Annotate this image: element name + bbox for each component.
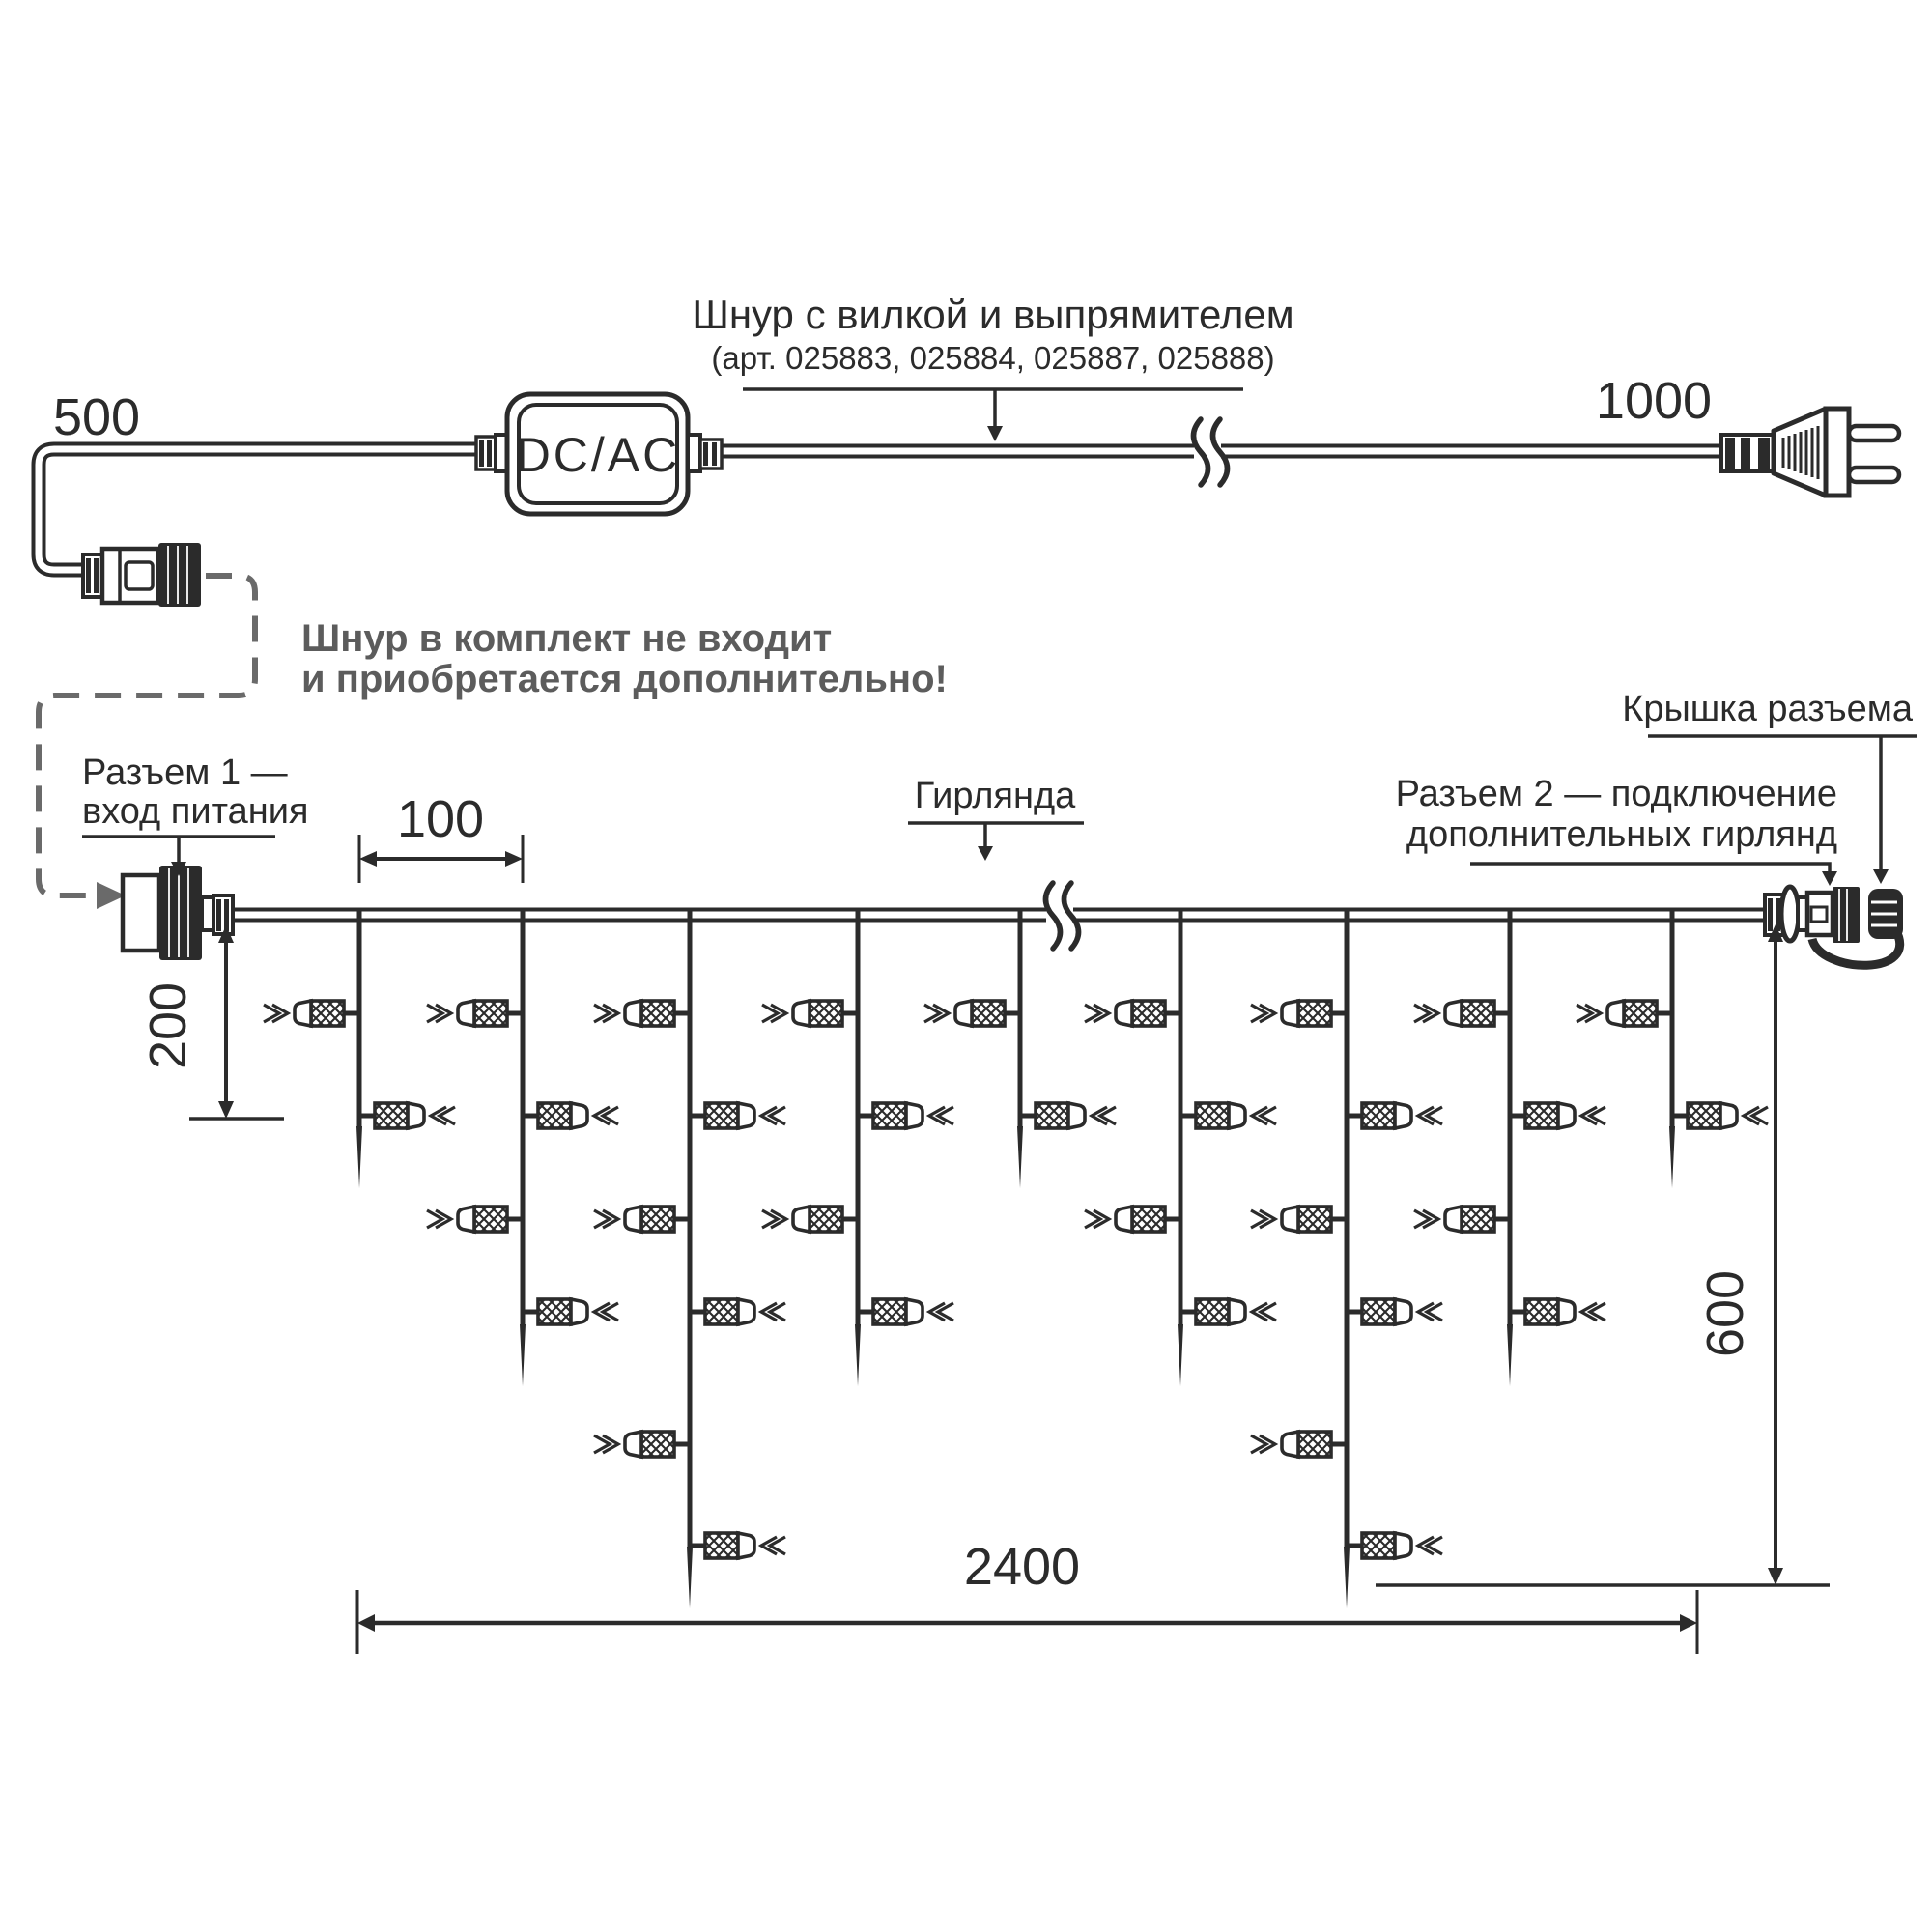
led-bulb-icon — [1510, 1103, 1605, 1128]
icicle-drop-3 — [594, 909, 785, 1608]
led-bulb-icon — [762, 1207, 858, 1232]
dimension-garland-length — [357, 1538, 1697, 1654]
led-bulb-icon — [1085, 1207, 1180, 1232]
led-bulb-icon — [1180, 1299, 1276, 1324]
icicle-drop-9 — [1577, 909, 1768, 1188]
note-line2: и приобретается дополнительно! — [301, 658, 948, 700]
connector-cap-icon — [1868, 889, 1903, 939]
connector1-label-line1: Разъем 1 — — [82, 753, 288, 793]
cord-break-icon — [1194, 419, 1228, 485]
led-bulb-icon — [523, 1299, 618, 1324]
led-bulb-icon — [1180, 1103, 1276, 1128]
icicle-drop-5 — [924, 909, 1116, 1188]
dimension-curtain-height — [1376, 924, 1830, 1585]
led-bulb-icon — [858, 1103, 953, 1128]
note-line1: Шнур в комплект не входит — [301, 617, 833, 660]
led-bulb-icon — [690, 1533, 785, 1558]
icicle-drop-7 — [1251, 909, 1442, 1608]
dimension-bulb-spacing — [359, 790, 523, 883]
led-bulb-icon — [427, 1001, 523, 1026]
led-bulb-icon — [690, 1103, 785, 1128]
connector2-label — [1396, 774, 1837, 886]
led-bulb-icon — [1414, 1207, 1510, 1232]
cord-length-left: 500 — [52, 388, 141, 446]
led-bulb-icon — [1251, 1001, 1347, 1026]
led-bulb-icon — [690, 1299, 785, 1324]
led-bulb-icon — [1347, 1299, 1442, 1324]
dim-garland-length-value: 2400 — [963, 1538, 1081, 1596]
garland — [82, 689, 1917, 1654]
connector2-icon — [1765, 887, 1903, 965]
led-bulb-icon — [594, 1432, 690, 1457]
garland-wire-break-icon — [1046, 883, 1079, 949]
led-bulb-icon — [594, 1001, 690, 1026]
connector1-icon — [123, 866, 233, 960]
led-bulb-icon — [264, 1001, 359, 1026]
power-cord — [39, 292, 1899, 607]
connector2-label-line2: дополнительных гирлянд — [1406, 814, 1837, 855]
led-bulb-icon — [1577, 1001, 1672, 1026]
led-bulb-icon — [427, 1207, 523, 1232]
led-bulb-icon — [1347, 1533, 1442, 1558]
icicle-drop-1 — [264, 909, 455, 1188]
led-bulb-icon — [1510, 1299, 1605, 1324]
cord-label-subtitle: (арт. 025883, 025884, 025887, 025888) — [711, 340, 1275, 376]
led-bulb-icon — [1672, 1103, 1768, 1128]
led-bulb-icon — [1251, 1207, 1347, 1232]
led-bulb-icon — [924, 1001, 1020, 1026]
converter-label: DC/AC — [515, 428, 681, 482]
garland-label-text: Гирлянда — [914, 776, 1076, 816]
icicle-drop-6 — [1085, 909, 1276, 1386]
led-bulb-icon — [858, 1299, 953, 1324]
cord-label-title: Шнур с вилкой и выпрямителем — [692, 292, 1294, 337]
led-bulb-icon — [359, 1103, 455, 1128]
connector2-label-line1: Разъем 2 — подключение — [1395, 774, 1837, 814]
icicle-drop-4 — [762, 909, 953, 1386]
led-bulb-icon — [762, 1001, 858, 1026]
cord-length-right: 1000 — [1595, 372, 1713, 430]
led-bulb-icon — [594, 1207, 690, 1232]
led-bulb-icon — [1020, 1103, 1116, 1128]
power-plug-icon — [1721, 409, 1899, 496]
icicle-drop-2 — [427, 909, 618, 1386]
connector1-label-line2: вход питания — [82, 791, 309, 832]
led-bulb-icon — [1414, 1001, 1510, 1026]
cord-label — [692, 292, 1293, 441]
dim-first-drop-value: 200 — [139, 981, 197, 1070]
cap-label-text: Крышка разъема — [1622, 689, 1913, 729]
dim-curtain-height-value: 600 — [1696, 1269, 1754, 1358]
led-bulb-icon — [1251, 1432, 1347, 1457]
led-bulb-icon — [523, 1103, 618, 1128]
connector1-label — [82, 753, 309, 876]
cord-connector-icon — [83, 543, 201, 607]
icicle-drop-8 — [1414, 909, 1605, 1386]
led-bulb-icon — [1085, 1001, 1180, 1026]
dc-ac-converter — [476, 394, 722, 514]
led-bulb-icon — [1347, 1103, 1442, 1128]
garland-label — [908, 776, 1084, 861]
dim-bulb-spacing-value: 100 — [396, 790, 485, 848]
